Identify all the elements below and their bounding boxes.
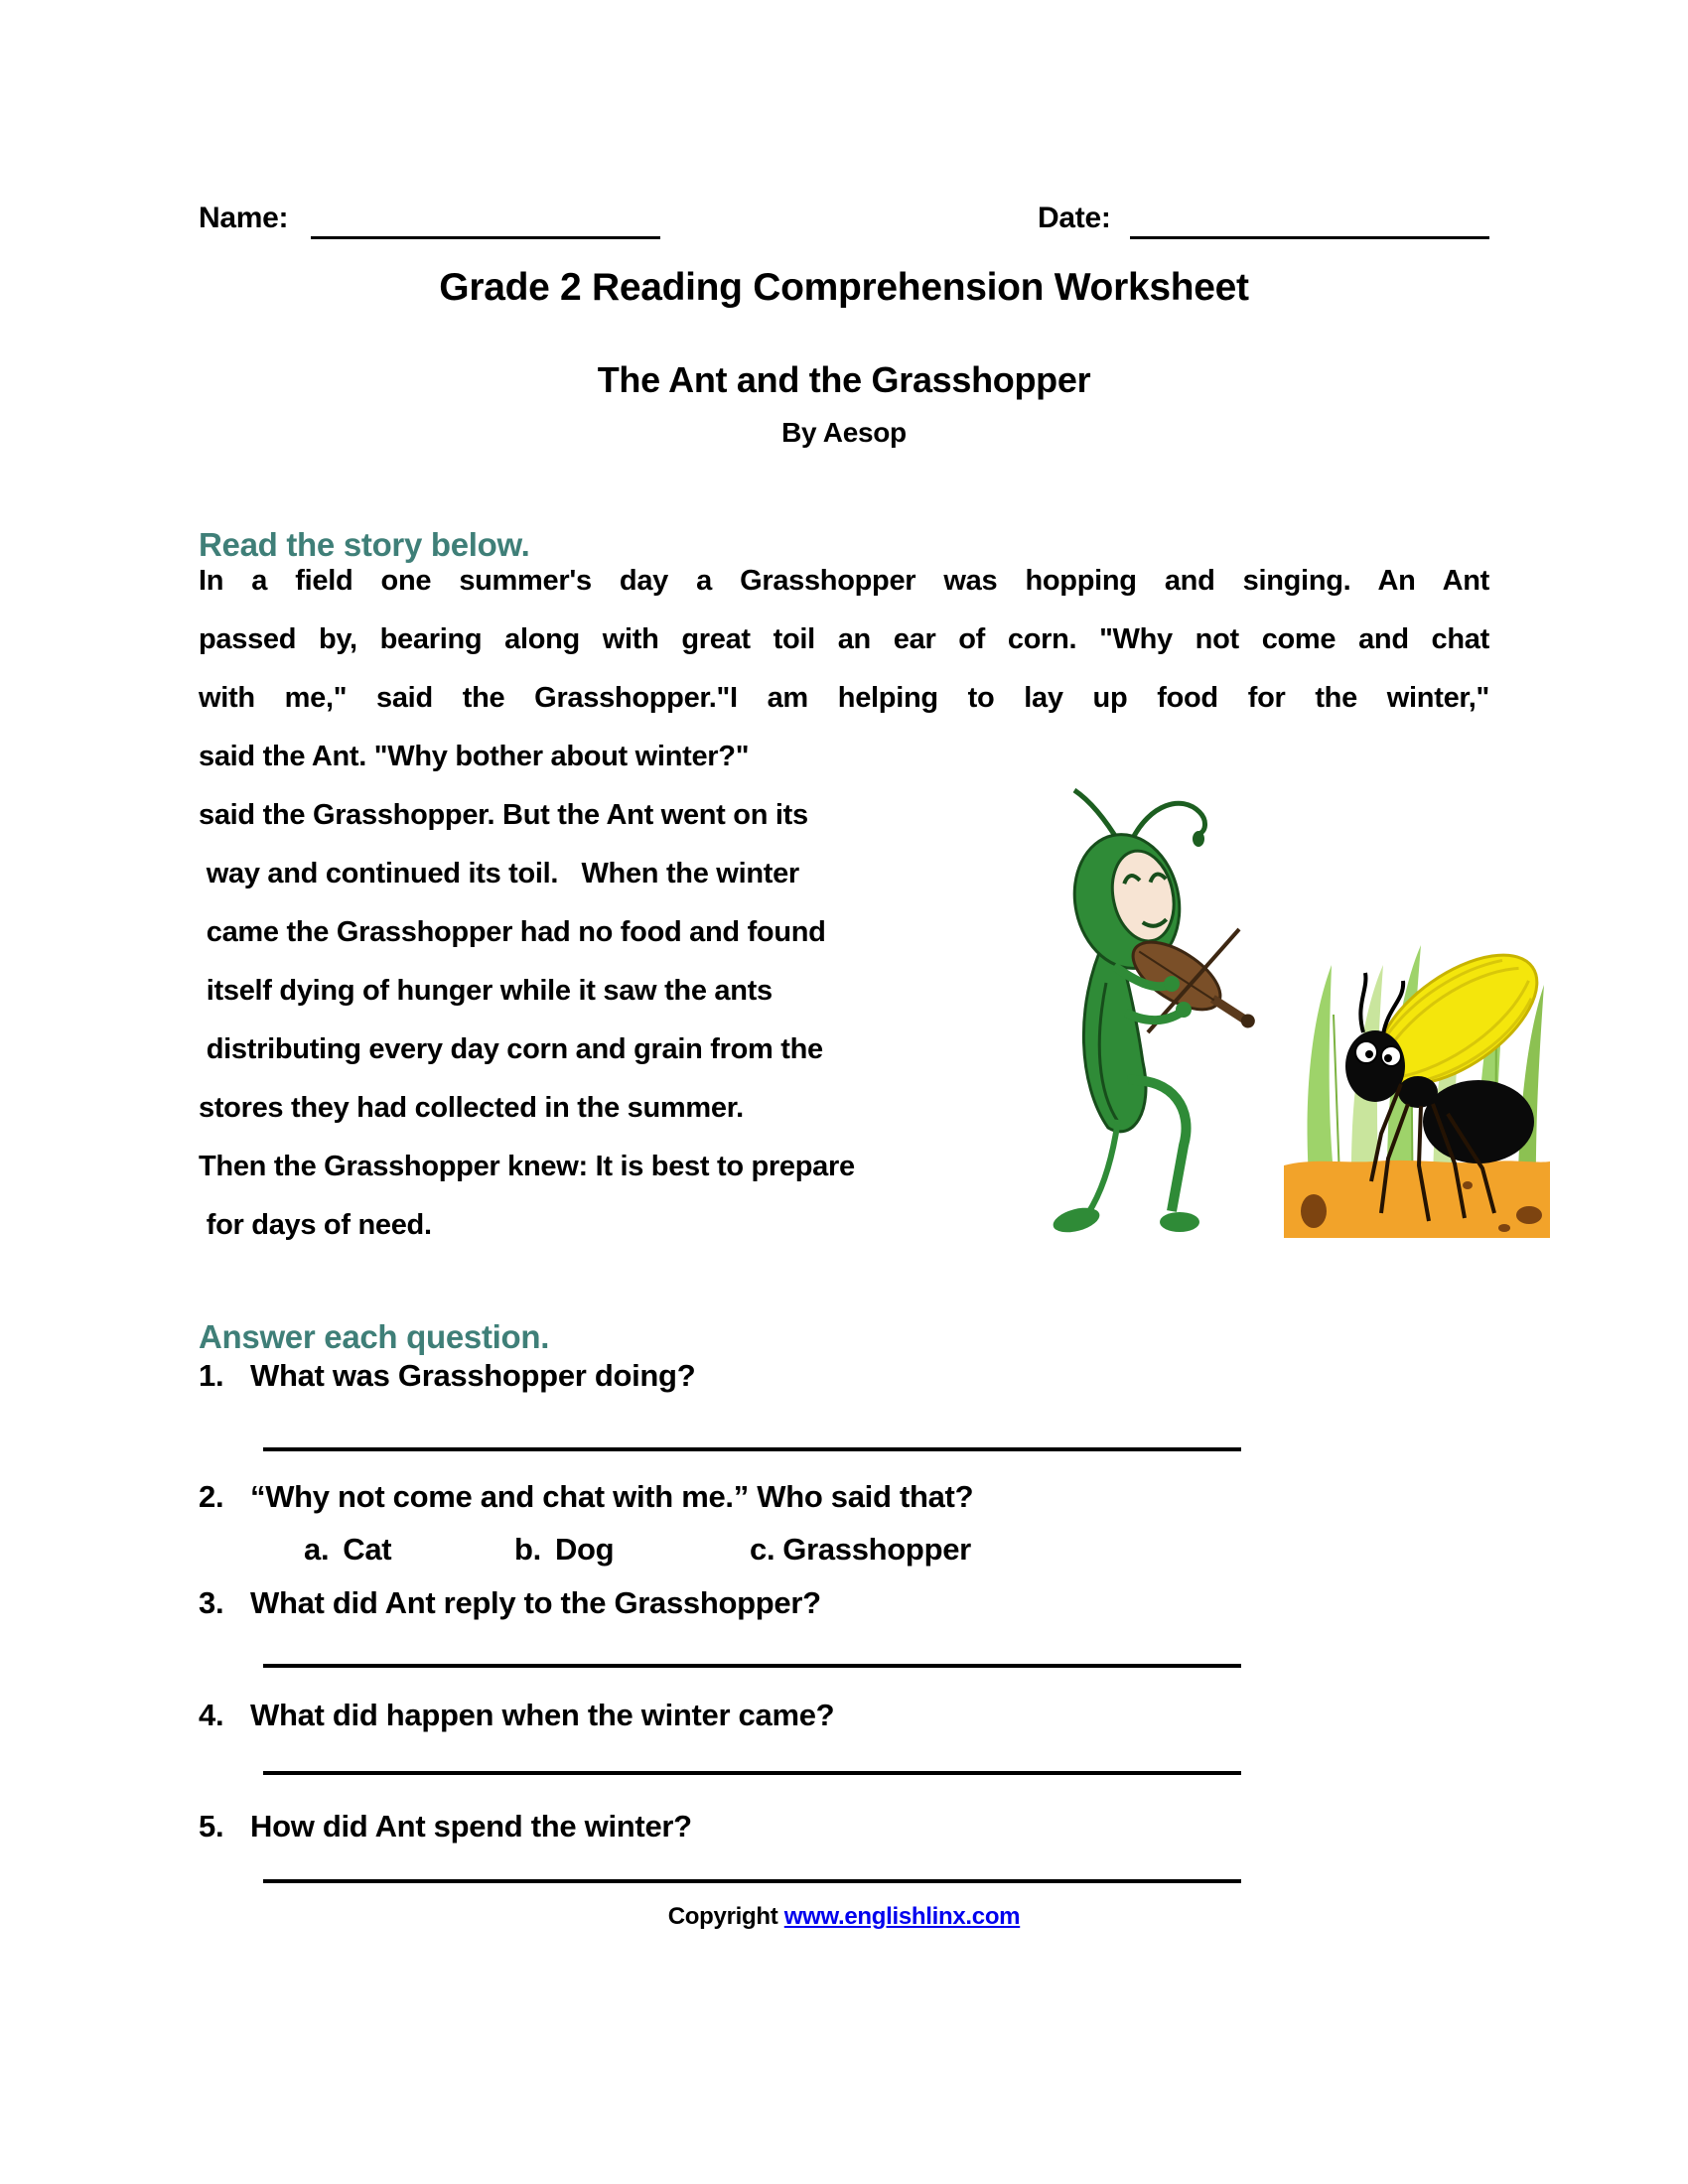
grasshopper-illustration [1033,782,1256,1244]
story-line: stores they had collected in the summer. [199,1092,744,1124]
story-line: came the Grasshopper had no food and found [199,916,826,948]
question-4 [199,1698,834,1733]
ant-illustration [1284,816,1550,1238]
read-story-heading: Read the story below. [199,526,530,563]
grasshopper-playing-violin-image [1033,782,1256,1244]
ant-carrying-corn-image [1284,816,1550,1238]
question-5 [199,1809,692,1844]
name-label: Name: [199,202,289,234]
option-text: Cat [343,1532,392,1567]
option-letter: b. [514,1532,541,1567]
option-letter: a. [304,1532,330,1567]
story-line: distributing every day corn and grain from the [199,1033,823,1065]
question-number: 3. [199,1585,224,1620]
story-line: way and continued its toil. When the winter [199,858,799,889]
option-b[interactable] [514,1532,614,1568]
story-line: passed by, bearing along with great toil an ear of corn. "Why not come and chat [199,623,1489,655]
question-text: “Why not come and chat with me.” Who said that? [250,1479,974,1514]
option-c[interactable] [750,1532,971,1568]
answer-blank-5[interactable] [263,1842,1241,1883]
story-line: In a field one summer's day a Grasshopper was hopping and singing. An Ant [199,565,1489,597]
option-text: Grasshopper [782,1532,971,1567]
date-blank[interactable] [1130,202,1489,239]
story-title: The Ant and the Grasshopper [597,359,1091,400]
story-line: said the Ant. "Why bother about winter?" [199,741,750,772]
copyright-footer [0,1903,1688,1931]
story-line: said the Grasshopper. But the Ant went on its [199,799,808,831]
name-blank[interactable] [311,202,660,239]
question-3 [199,1585,821,1621]
answer-blank-4[interactable] [263,1733,1241,1775]
story-line: for days of need. [199,1209,432,1241]
copyright-label: Copyright [667,1903,778,1930]
question-number: 5. [199,1809,224,1843]
option-letter: c. [750,1532,775,1567]
question-text: What was Grasshopper doing? [250,1358,696,1393]
byline: By Aesop [781,417,907,448]
question-text: How did Ant spend the winter? [250,1809,692,1843]
story-line: Then the Grasshopper knew: It is best to prepare [199,1151,855,1182]
answer-blank-1[interactable] [263,1410,1241,1451]
story-line: itself dying of hunger while it saw the ants [199,975,773,1007]
option-text: Dog [554,1532,615,1567]
question-number: 1. [199,1358,224,1393]
question-text: What did happen when the winter came? [250,1698,835,1732]
date-label: Date: [1038,202,1111,234]
question-text: What did Ant reply to the Grasshopper? [250,1585,821,1620]
option-a[interactable] [304,1532,391,1568]
copyright-link[interactable]: www.englishlinx.com [783,1903,1021,1930]
question-number: 4. [199,1698,224,1732]
question-2 [199,1479,973,1515]
worksheet-title: Grade 2 Reading Comprehension Worksheet [439,266,1249,309]
question-number: 2. [199,1479,224,1514]
answer-blank-3[interactable] [263,1626,1241,1668]
story-line: with me," said the Grasshopper."I am helping to lay up food for the winter," [199,682,1489,714]
answer-questions-heading: Answer each question. [199,1318,550,1355]
question-1 [199,1358,695,1394]
